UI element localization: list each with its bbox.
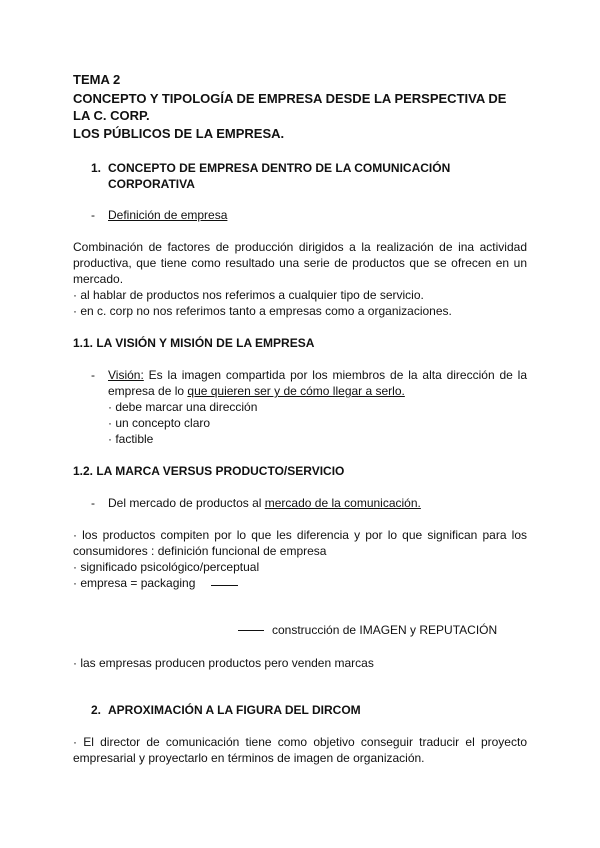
note-productos: · al hablar de productos nos referimos a cualquier tipo de servicio. — [73, 288, 424, 302]
doc-title-line-2: LA C. CORP. — [73, 108, 150, 123]
mercado-text: Del mercado de productos al — [108, 496, 262, 510]
bullet-dash: - — [91, 496, 95, 510]
empresa-packaging-item: · empresa = packaging — [73, 576, 196, 590]
vision-underlined: que quieren ser y de cómo llegar a serlo. — [187, 384, 405, 398]
section-2-number: 2. — [91, 703, 102, 717]
definition-line-1: Combinación de factores de producción dirigidos a la realización de ina actividad — [73, 240, 527, 254]
construction-rule — [238, 630, 264, 631]
significado-item: · significado psicológico/perceptual — [73, 560, 260, 574]
tema-label: TEMA 2 — [73, 72, 121, 87]
section-1-heading-line-1: CONCEPTO DE EMPRESA DENTRO DE LA COMUNICACIÓN — [108, 161, 451, 175]
bullet-dash: - — [91, 208, 95, 222]
productos-paragraph — [73, 527, 527, 559]
vision-item: · un concepto claro — [108, 416, 211, 430]
definition-line-3: mercado. — [73, 272, 124, 286]
productos-line-2: consumidores : definición funcional de empresa — [73, 544, 327, 558]
mercado-underlined: mercado de la comunicación. — [264, 496, 421, 510]
mercado-line — [108, 495, 421, 511]
construction-text: construcción de IMAGEN y REPUTACIÓN — [272, 623, 498, 637]
vision-paragraph — [108, 367, 527, 399]
bullet-dash: - — [91, 368, 95, 382]
section-2-heading: APROXIMACIÓN A LA FIGURA DEL DIRCOM — [108, 703, 361, 717]
dircom-line-2: empresarial y proyectarlo en términos de imagen de organización. — [73, 751, 425, 765]
doc-title-line-3: LOS PÚBLICOS DE LA EMPRESA. — [73, 126, 285, 141]
vision-item: · debe marcar una dirección — [108, 400, 258, 414]
marcas-closing: · las empresas producen productos pero venden marcas — [73, 656, 374, 670]
vision-text-1: Es la imagen compartida por los miembros de la alta dirección de la — [148, 368, 527, 382]
definicion-subheading: Definición de empresa — [108, 208, 228, 222]
vision-item: · factible — [108, 432, 154, 446]
packaging-rule — [211, 585, 238, 586]
section-1-number: 1. — [91, 161, 102, 175]
dircom-line-1: · El director de comunicación tiene como objetivo conseguir traducir el proyecto — [73, 735, 527, 749]
definition-paragraph — [73, 239, 527, 287]
vision-term: Visión: — [108, 368, 144, 382]
dircom-paragraph — [73, 734, 527, 766]
vision-line-2 — [108, 383, 527, 399]
vision-text-2: empresa de lo — [108, 384, 185, 398]
vision-line-1 — [108, 367, 527, 383]
definition-line-2: productiva, que tiene como resultado una serie de productos que se ofrecen en un — [73, 256, 527, 270]
section-1-1-heading: 1.1. LA VISIÓN Y MISIÓN DE LA EMPRESA — [73, 336, 315, 350]
doc-title-line-1: CONCEPTO Y TIPOLOGÍA DE EMPRESA DESDE LA PERSPECTIVA DE — [73, 91, 507, 106]
productos-line-1: · los productos compiten por lo que les diferencia y por lo que significan para los — [73, 528, 527, 542]
note-organizaciones: · en c. corp no nos referimos tanto a empresas como a organizaciones. — [73, 304, 452, 318]
section-1-2-heading: 1.2. LA MARCA VERSUS PRODUCTO/SERVICIO — [73, 464, 345, 478]
section-1-heading-line-2: CORPORATIVA — [108, 177, 195, 191]
